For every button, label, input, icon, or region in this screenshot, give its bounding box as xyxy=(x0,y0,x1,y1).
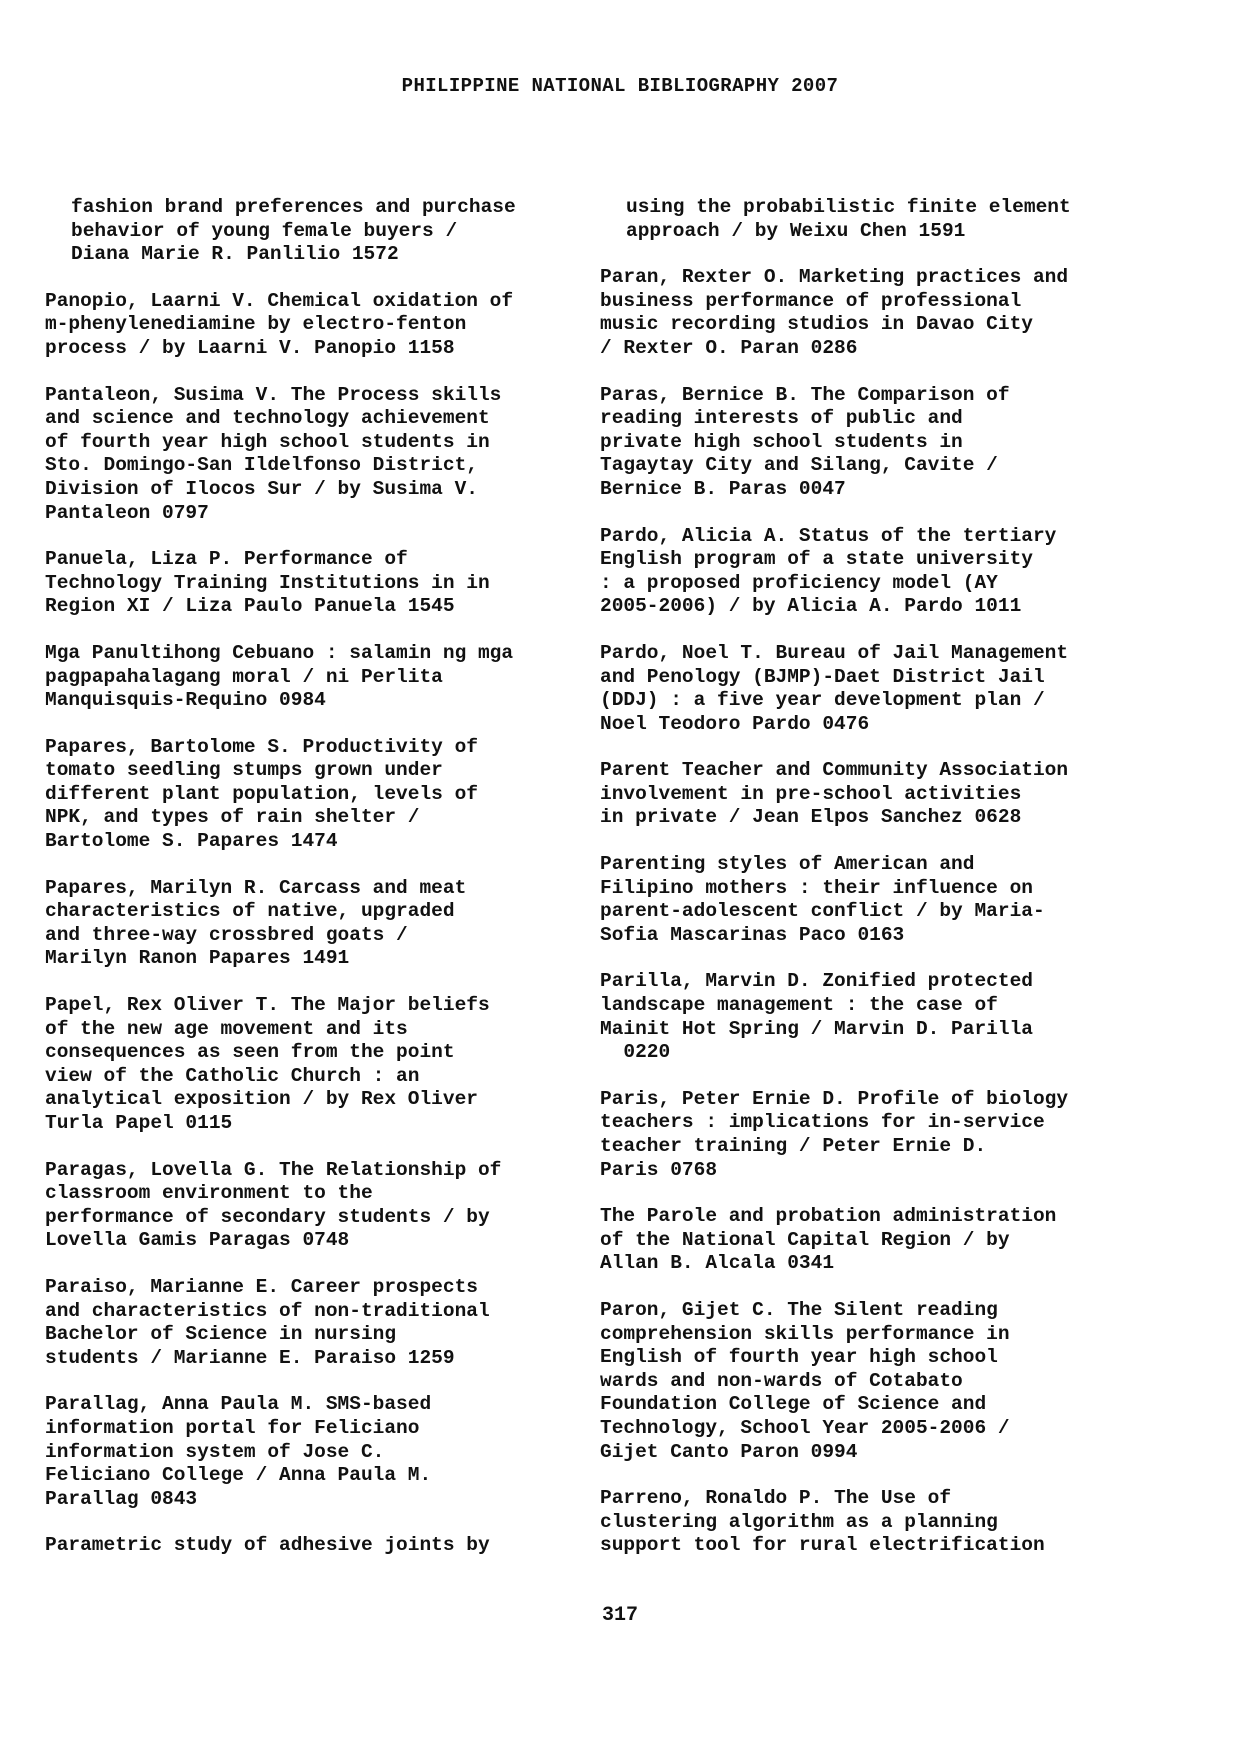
entry-line: teacher training / Peter Ernie D. xyxy=(600,1135,987,1157)
entry-line: fashion brand preferences and purchase xyxy=(71,196,516,218)
entry-line: of the new age movement and its xyxy=(45,1017,408,1040)
entry-line: Sofia Mascarinas Paco 0163 xyxy=(600,923,905,946)
entry-line: approach / by Weixu Chen 1591 xyxy=(626,219,966,242)
entry-line: Technology Training Institutions in in xyxy=(45,571,490,594)
entry-line: Sto. Domingo-San Ildelfonso District, xyxy=(45,454,478,477)
entry-line: information portal for Feliciano xyxy=(45,1416,420,1439)
entry-line: involvement in pre-school activities xyxy=(600,782,1022,805)
running-header: PHILIPPINE NATIONAL BIBLIOGRAPHY 2007 xyxy=(401,75,839,97)
entry-line: Paran, Rexter O. Marketing practices and xyxy=(600,266,1069,289)
entry-line: comprehension skills performance in xyxy=(600,1322,1010,1345)
bibliography-entry xyxy=(600,642,1130,736)
entry-line: process / by Laarni V. Panopio 1158 xyxy=(45,336,455,359)
entry-line: Mga Panultihong Cebuano : salamin ng mga xyxy=(45,641,514,664)
entry-line: 0220 xyxy=(600,1041,671,1064)
bibliography-entry xyxy=(45,290,575,361)
entry-line: Paris, Peter Ernie D. Profile of biology xyxy=(600,1087,1069,1110)
bibliography-entry xyxy=(45,1159,575,1253)
entry-line: support tool for rural electrification xyxy=(600,1534,1045,1557)
entry-line: Diana Marie R. Panlilio 1572 xyxy=(71,243,399,266)
entry-line: Paras, Bernice B. The Comparison of xyxy=(600,383,1010,406)
entry-line: NPK, and types of rain shelter / xyxy=(45,806,420,829)
entry-line: Paragas, Lovella G. The Relationship of xyxy=(45,1158,502,1181)
entry-line: Parallag 0843 xyxy=(45,1487,198,1510)
entry-line: classroom environment to the xyxy=(45,1182,373,1205)
entry-line: and characteristics of non-traditional xyxy=(45,1299,490,1322)
entry-line: and science and technology achievement xyxy=(45,407,490,430)
entry-line: tomato seedling stumps grown under xyxy=(45,759,443,782)
entry-line: wards and non-wards of Cotabato xyxy=(600,1369,963,1392)
entry-line: different plant population, levels of xyxy=(45,782,478,805)
entry-line: Papel, Rex Oliver T. The Major beliefs xyxy=(45,994,490,1017)
bibliography-entry xyxy=(600,1205,1130,1276)
bibliography-entry xyxy=(600,266,1130,360)
entry-line: and three-way crossbred goats / xyxy=(45,923,408,946)
entry-line: English program of a state university xyxy=(600,548,1033,571)
entry-line: Paron, Gijet C. The Silent reading xyxy=(600,1298,998,1321)
bibliography-entry-continued xyxy=(45,196,575,267)
entry-line: consequences as seen from the point xyxy=(45,1041,455,1064)
entry-line: information system of Jose C. xyxy=(45,1440,385,1463)
entry-line: landscape management : the case of xyxy=(600,994,998,1017)
right-column xyxy=(600,196,1130,1581)
bibliography-entry xyxy=(45,994,575,1136)
entry-line: : a proposed proficiency model (AY xyxy=(600,571,998,594)
entry-line: and Penology (BJMP)-Daet District Jail xyxy=(600,665,1045,688)
bibliography-entry xyxy=(45,1276,575,1370)
bibliography-entry xyxy=(600,970,1130,1064)
entry-line: Paris 0768 xyxy=(600,1158,718,1181)
entry-line: private high school students in xyxy=(600,430,963,453)
entry-line: Gijet Canto Paron 0994 xyxy=(600,1440,858,1463)
entry-line: parent-adolescent conflict / by Maria- xyxy=(600,900,1045,923)
bibliography-entry xyxy=(45,384,575,526)
page-number: 317 xyxy=(601,1604,638,1627)
entry-line: in private / Jean Elpos Sanchez 0628 xyxy=(600,806,1022,829)
entry-line: Parametric study of adhesive joints by xyxy=(45,1534,490,1557)
entry-line: Bartolome S. Papares 1474 xyxy=(45,830,338,853)
entry-line: Allan B. Alcala 0341 xyxy=(600,1252,835,1275)
entry-line: characteristics of native, upgraded xyxy=(45,900,455,923)
entry-line: Parallag, Anna Paula M. SMS-based xyxy=(45,1393,432,1416)
entry-line: English of fourth year high school xyxy=(600,1346,998,1369)
entry-line: Tagaytay City and Silang, Cavite / xyxy=(600,454,998,477)
bibliography-entry xyxy=(45,877,575,971)
entry-line: of fourth year high school students in xyxy=(45,430,490,453)
entry-line: The Parole and probation administration xyxy=(600,1205,1057,1228)
entry-line: business performance of professional xyxy=(600,289,1022,312)
bibliography-entry-continued xyxy=(600,196,1130,243)
entry-line: Parent Teacher and Community Association xyxy=(600,759,1069,782)
entry-line: clustering algorithm as a planning xyxy=(600,1510,998,1533)
entry-line: music recording studios in Davao City xyxy=(600,313,1033,336)
entry-line: Pardo, Noel T. Bureau of Jail Management xyxy=(600,641,1069,664)
bibliography-entry xyxy=(45,642,575,713)
entry-line: behavior of young female buyers / xyxy=(71,219,458,242)
entry-line: Parreno, Ronaldo P. The Use of xyxy=(600,1487,952,1510)
entry-line: m-phenylenediamine by electro-fenton xyxy=(45,313,467,336)
bibliography-entry xyxy=(45,736,575,854)
entry-line: Technology, School Year 2005-2006 / xyxy=(600,1416,1010,1439)
bibliography-entry xyxy=(600,759,1130,830)
entry-line: Marilyn Ranon Papares 1491 xyxy=(45,947,350,970)
bibliography-entry xyxy=(600,1299,1130,1464)
entry-line: analytical exposition / by Rex Oliver xyxy=(45,1088,478,1111)
entry-line: Mainit Hot Spring / Marvin D. Parilla xyxy=(600,1017,1033,1040)
bibliography-entry xyxy=(45,1534,575,1558)
bibliography-entry xyxy=(45,548,575,619)
entry-line: (DDJ) : a five year development plan / xyxy=(600,689,1045,712)
entry-line: Turla Papel 0115 xyxy=(45,1112,233,1134)
entry-line: Bachelor of Science in nursing xyxy=(45,1323,397,1346)
entry-line: Pardo, Alicia A. Status of the tertiary xyxy=(600,524,1057,547)
bibliography-entry xyxy=(600,1088,1130,1182)
entry-line: Bernice B. Paras 0047 xyxy=(600,477,846,500)
entry-line: Paraiso, Marianne E. Career prospects xyxy=(45,1275,478,1298)
bibliography-entry xyxy=(600,384,1130,502)
entry-line: Foundation College of Science and xyxy=(600,1393,987,1416)
entry-line: Panuela, Liza P. Performance of xyxy=(45,548,408,571)
entry-line: pagpapahalagang moral / ni Perlita xyxy=(45,665,443,688)
entry-line: Region XI / Liza Paulo Panuela 1545 xyxy=(45,595,455,618)
entry-line: Panopio, Laarni V. Chemical oxidation of xyxy=(45,289,514,312)
bibliography-entry xyxy=(600,1487,1130,1558)
entry-line: Manquisquis-Requino 0984 xyxy=(45,689,326,712)
entry-line: Parenting styles of American and xyxy=(600,853,975,876)
entry-line: view of the Catholic Church : an xyxy=(45,1064,420,1087)
entry-line: performance of secondary students / by xyxy=(45,1205,490,1228)
entry-line: Papares, Bartolome S. Productivity of xyxy=(45,735,478,758)
entry-line: Feliciano College / Anna Paula M. xyxy=(45,1464,432,1487)
entry-line: teachers : implications for in-service xyxy=(600,1111,1045,1134)
entry-line: Papares, Marilyn R. Carcass and meat xyxy=(45,876,467,899)
entry-line: of the National Capital Region / by xyxy=(600,1228,1010,1251)
bibliography-entry xyxy=(600,853,1130,947)
entry-line: students / Marianne E. Paraiso 1259 xyxy=(45,1346,455,1369)
entry-line: Pantaleon 0797 xyxy=(45,501,209,524)
entry-line: Parilla, Marvin D. Zonified protected xyxy=(600,970,1033,993)
entry-line: Pantaleon, Susima V. The Process skills xyxy=(45,383,502,406)
entry-line: reading interests of public and xyxy=(600,407,963,430)
entry-line: / Rexter O. Paran 0286 xyxy=(600,336,858,359)
bibliography-entry xyxy=(600,525,1130,619)
entry-line: using the probabilistic finite element xyxy=(626,196,1071,218)
entry-line: Noel Teodoro Pardo 0476 xyxy=(600,712,870,735)
bibliography-entry xyxy=(45,1393,575,1511)
entry-line: Filipino mothers : their influence on xyxy=(600,876,1033,899)
entry-line: Division of Ilocos Sur / by Susima V. xyxy=(45,477,478,500)
entry-line: Lovella Gamis Paragas 0748 xyxy=(45,1229,350,1252)
entry-line: 2005-2006) / by Alicia A. Pardo 1011 xyxy=(600,595,1022,618)
left-column xyxy=(45,196,575,1581)
